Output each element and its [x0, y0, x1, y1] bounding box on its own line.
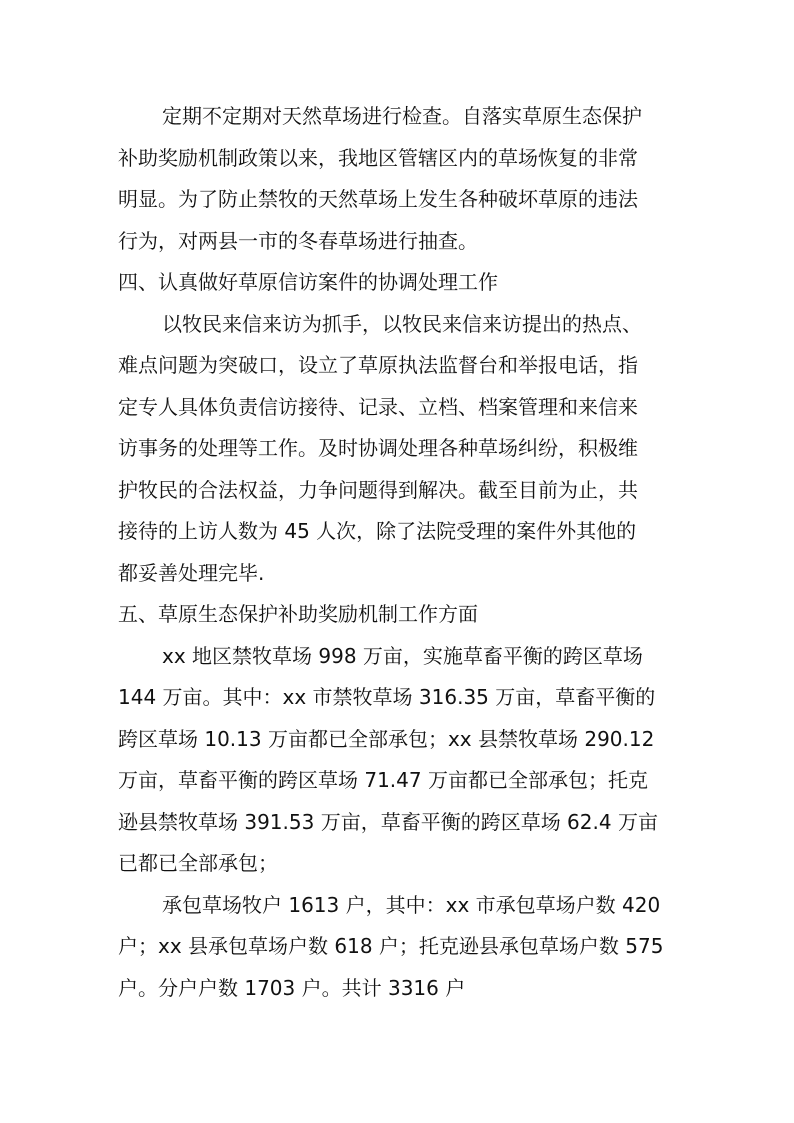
paragraph-line: 跨区草场 10.13 万亩都已全部承包；xx 县禁牧草场 290.12	[118, 726, 655, 751]
paragraph-line: 定期不定期对天然草场进行检查。自落实草原生态保护	[162, 104, 642, 128]
paragraph-line: 明显。为了防止禁牧的天然草场上发生各种破坏草原的违法	[118, 187, 638, 211]
paragraph-line: 144 万亩。其中：xx 市禁牧草场 316.35 万亩，草畜平衡的	[118, 685, 656, 709]
paragraph-line: 补助奖励机制政策以来，我地区管辖区内的草场恢复的非常	[118, 145, 638, 170]
paragraph-line: 以牧民来信来访为抓手，以牧民来信来访提出的热点、	[162, 311, 642, 336]
paragraph-line: 定专人具体负责信访接待、记录、立档、档案管理和来信来	[118, 394, 638, 419]
section-heading: 四、认真做好草原信访案件的协调处理工作	[118, 270, 498, 294]
paragraph-line: 访事务的处理等工作。及时协调处理各种草场纠纷，积极维	[118, 436, 638, 460]
paragraph-line: 户。分户户数 1703 户。共计 3316 户	[118, 975, 466, 1000]
paragraph-line: 承包草场牧户 1613 户，其中：xx 市承包草场户数 420	[162, 892, 661, 917]
paragraph-line: xx 地区禁牧草场 998 万亩，实施草畜平衡的跨区草场	[162, 643, 643, 668]
document-body	[118, 96, 678, 1009]
paragraph-line: 逊县禁牧草场 391.53 万亩，草畜平衡的跨区草场 62.4 万亩	[118, 809, 658, 834]
paragraph-line: 都妥善处理完毕.	[118, 560, 265, 585]
paragraph-line: 已都已全部承包；	[118, 851, 278, 875]
paragraph-line: 难点问题为突破口，设立了草原执法监督台和举报电话，指	[118, 353, 638, 377]
section-heading: 五、草原生态保护补助奖励机制工作方面	[118, 602, 478, 626]
paragraph-line: 行为，对两县一市的冬春草场进行抽查。	[118, 228, 478, 253]
paragraph-line: 万亩，草畜平衡的跨区草场 71.47 万亩都已全部承包；托克	[118, 768, 648, 792]
paragraph-line: 护牧民的合法权益，力争问题得到解决。截至目前为止，共	[118, 477, 638, 502]
paragraph-line: 接待的上访人数为 45 人次，除了法院受理的案件外其他的	[118, 519, 637, 543]
paragraph-line: 户；xx 县承包草场户数 618 户；托克逊县承包草场户数 575	[118, 934, 664, 958]
